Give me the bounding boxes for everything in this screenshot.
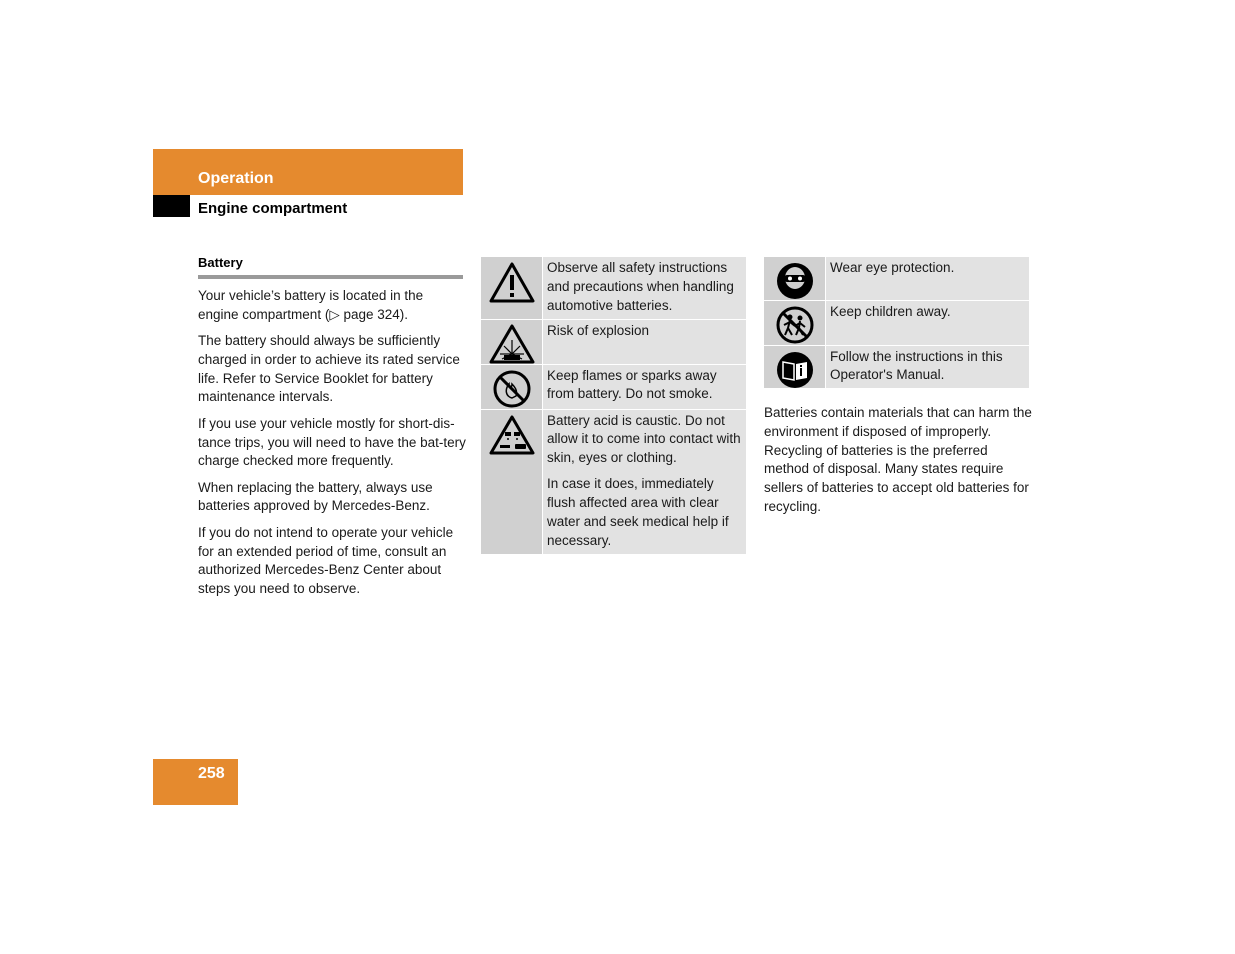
warning-text-cell xyxy=(826,300,1030,345)
safety-symbols-table-left xyxy=(481,257,746,554)
table-row xyxy=(764,300,1029,345)
icon-cell xyxy=(764,257,826,300)
battery-body xyxy=(198,287,466,606)
section-title: Operation xyxy=(198,170,274,187)
paragraph: When replacing the battery, always use batteries approved by Mercedes-Benz. xyxy=(198,479,433,514)
icon-cell xyxy=(481,409,543,554)
warning-text: Observe all safety instructions and precautions when handling automotive batteries. xyxy=(547,260,734,313)
icon-cell xyxy=(481,257,543,319)
recycling-note: Batteries contain materials that can harm the environment if disposed of improperly. Recycling of batteries is the preferred method of disposal. Many states require sellers of batteries to accept old batteries for recycling. xyxy=(764,405,1032,514)
warning-text-cell xyxy=(543,257,747,319)
paragraph: The battery should always be sufficiently charged in order to achieve its rated service life. Refer to Service Booklet for battery maintenance intervals. xyxy=(198,333,460,405)
warning-text: Keep children away. xyxy=(830,303,951,319)
paragraph: If you use your vehicle mostly for short-dis-tance trips, you will need to have the bat-tery charge checked more frequently. xyxy=(198,415,466,469)
explosion-icon xyxy=(489,324,535,364)
page-number-tab xyxy=(153,759,238,805)
warning-text-cell xyxy=(543,409,747,554)
corrosive-icon xyxy=(488,414,536,456)
keep-children-away-icon xyxy=(774,305,816,345)
table-row xyxy=(481,364,746,409)
paragraph: Your vehicle’s battery is located in the engine compartment (▷ page 324). xyxy=(198,288,424,322)
icon-cell xyxy=(481,364,543,409)
warning-triangle-icon xyxy=(488,261,536,305)
table-row xyxy=(764,257,1029,300)
table-row xyxy=(481,257,746,319)
table-row xyxy=(764,345,1029,388)
icon-cell xyxy=(764,345,826,388)
warning-text: Keep flames or sparks away from battery. Do not smoke. xyxy=(547,367,717,402)
paragraph: If you do not intend to operate your vehicle for an extended period of time, consult an authorized Mercedes-Benz Center about steps you need to observe. xyxy=(198,524,454,597)
warning-text-cell xyxy=(826,345,1030,388)
read-manual-icon xyxy=(775,350,815,388)
warning-text: In case it does, immediately flush affected area with clear water and seek medical help if necessary. xyxy=(547,476,729,548)
icon-cell xyxy=(481,319,543,364)
subsection-title: Engine compartment xyxy=(198,200,348,217)
warning-text-cell xyxy=(543,364,747,409)
warning-text-cell xyxy=(543,319,747,364)
warning-text: Battery acid is caustic. Do not allow it to come into contact with skin, eyes or clothing. xyxy=(547,412,741,466)
warning-text-cell xyxy=(826,257,1030,300)
subsection-marker xyxy=(153,195,190,217)
safety-symbols-table-right xyxy=(764,257,1029,388)
eye-protection-icon xyxy=(775,261,815,299)
no-flames-icon xyxy=(491,369,533,409)
warning-text: Wear eye protection. xyxy=(830,260,955,275)
icon-cell xyxy=(764,300,826,345)
battery-heading: Battery xyxy=(198,254,463,279)
warning-text: Follow the instructions in this Operator's Manual. xyxy=(830,348,1003,383)
table-row xyxy=(481,409,746,554)
page-number: 258 xyxy=(198,765,225,782)
warning-text: Risk of explosion xyxy=(547,322,650,338)
table-row xyxy=(481,319,746,364)
